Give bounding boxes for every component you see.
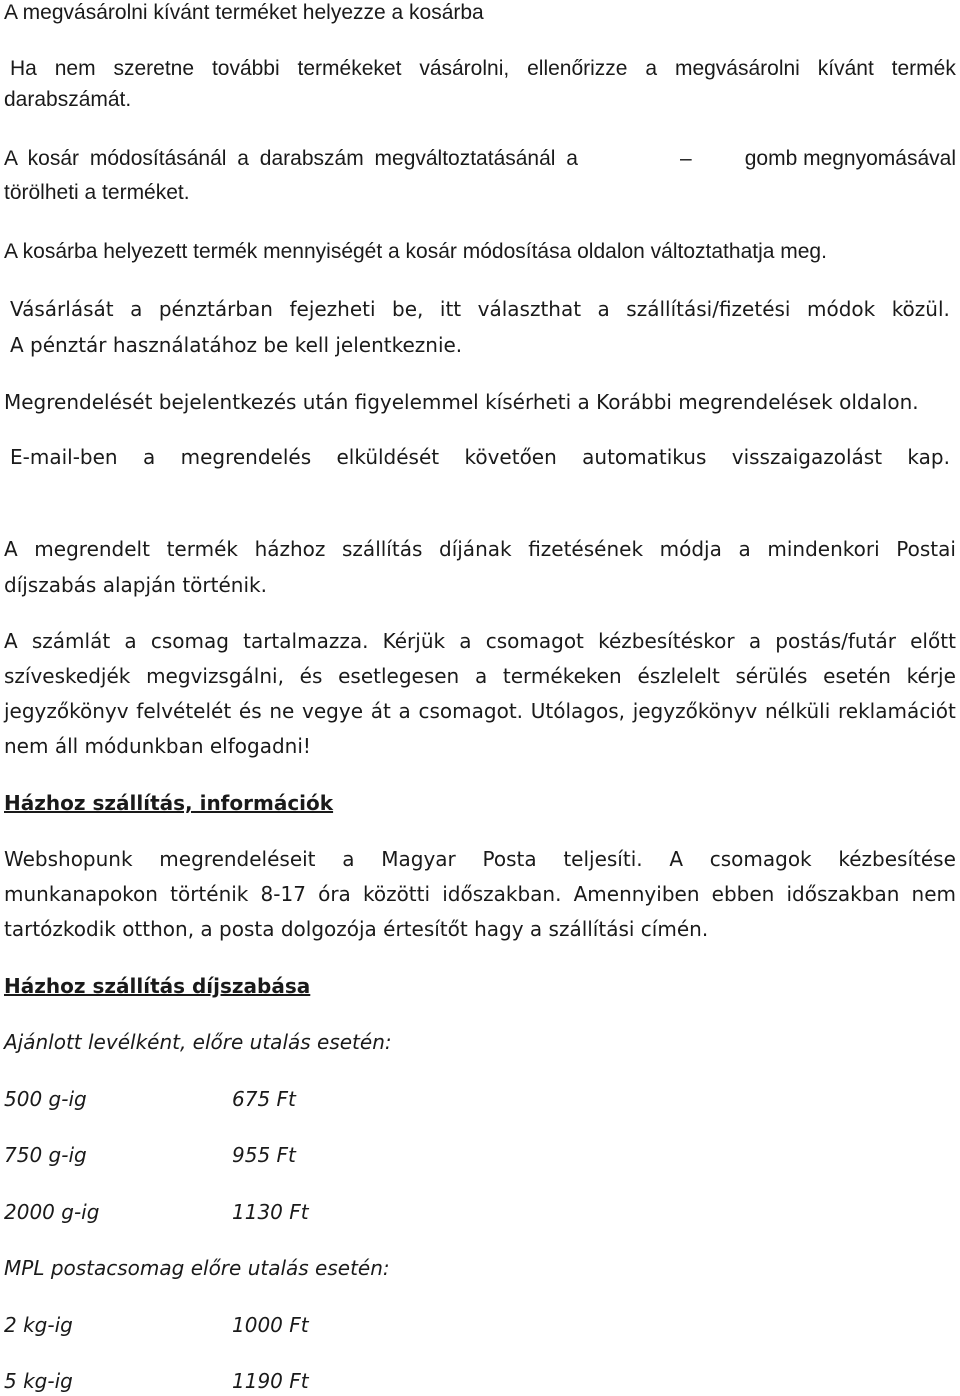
word: sérülés [735,664,808,688]
login-required-line: A pénztár használatához be kell jelentkeznie. [10,333,463,357]
word: a [130,297,143,321]
shipping-fee-line-end: díjszabás alapján történik. [4,573,267,597]
word: a [474,664,488,688]
word: a [342,847,355,871]
word: nem [54,57,96,80]
word: fejezheti [289,297,376,321]
check-quantity-line [10,56,956,82]
word: teljesíti. [563,847,643,871]
word: jegyzőkönyv [4,699,129,723]
word: automatikus [582,445,707,469]
price-amount: 1130 Ft [232,1200,309,1224]
word: Ha [10,57,37,80]
price-amount: 1000 Ft [232,1313,309,1337]
word: további [211,57,280,80]
word: tartalmazza. [243,629,369,653]
word: történik [170,882,249,906]
word: Utólagos, [530,699,625,723]
word: át [370,699,391,723]
word: itt [439,297,462,321]
word: 8-17 [260,882,306,906]
price-amount: 1190 Ft [232,1369,309,1393]
word: jegyzőkönyv [632,699,758,723]
word: és [299,664,323,688]
word: szállítási/fizetési [626,297,791,321]
word: termék [891,57,956,80]
word: kérje [906,664,956,688]
word: a [748,629,762,653]
word: módja [659,537,722,561]
word: csomagot [485,629,584,653]
word: a [459,629,472,653]
order-tracking-line: Megrendelését bejelentkezés után figyelemmel kísérheti a Korábbi megrendelések oldalon. [4,390,919,414]
word: Amennyiben [573,882,700,906]
word: A [669,847,684,871]
word: nélküli [764,699,831,723]
remove-product-text: A kosár módosításánál a darabszám megváltoztatásánál a [4,147,578,170]
intro-line: A megvásárolni kívánt terméket helyezze a kosárba [4,1,484,24]
price-weight: 750 g-ig [4,1143,87,1167]
word: díjának [439,537,512,561]
word: és [238,699,262,723]
word: postás/futár [775,629,896,653]
word: termékeken [502,664,622,688]
word: megrendelés [180,445,312,469]
word: A [4,537,18,561]
remove-product-line-end: törölheti a terméket. [4,181,190,204]
price-row [4,1086,296,1112]
word: megvizsgálni, [146,664,284,688]
word: közötti [362,882,431,906]
word: esetén [823,664,891,688]
word: kézbesítéskor [598,629,735,653]
word: a [645,57,658,80]
word: elküldését [336,445,440,469]
word: esetlegesen [338,664,460,688]
word: házhoz [254,537,326,561]
word: ne [269,699,295,723]
price-row [4,1199,309,1225]
word: reklamációt [837,699,956,723]
word: A [4,629,18,653]
word: követően [464,445,557,469]
delivery-info-line-1 [4,846,956,872]
word: megrendeléseit [159,847,316,871]
word: időszakban [786,882,900,906]
word: Magyar [381,847,456,871]
word: a [124,629,137,653]
word: munkanapokon [4,882,158,906]
word: kap. [907,445,950,469]
word: szállítás [342,537,423,561]
word: csomagot. [418,699,524,723]
word: mindenkori [767,537,880,561]
delivery-info-line-3: tartózkodik otthon, a posta dolgozója értesítőt hagy a szállítási címén. [4,917,709,941]
word: fizetésének [528,537,644,561]
word: vásárolni, [419,57,510,80]
price-weight: 2 kg-ig [4,1313,73,1337]
word: be, [392,297,424,321]
minus-sign: – [680,147,692,170]
word: észlelelt [637,664,720,688]
word: Postai [896,537,956,561]
letter-rates-subheading: Ajánlott levélként, előre utalás esetén: [4,1030,392,1054]
word: óra [318,882,351,906]
invoice-line-3 [4,698,956,724]
word: ellenőrizze [527,57,628,80]
word: pénztárban [158,297,273,321]
parcel-rates-subheading: MPL postacsomag előre utalás esetén: [4,1256,390,1280]
invoice-line-2 [4,663,956,689]
word: E-mail-ben [10,445,118,469]
check-quantity-line-end: darabszámát. [4,88,132,111]
word: vegye [302,699,364,723]
word: nem [911,882,956,906]
word: előtt [910,629,956,653]
price-amount: 675 Ft [232,1087,296,1111]
word: termékeket [297,57,402,80]
invoice-line-1 [4,628,956,654]
word: visszaigazolást [731,445,883,469]
word: csomagok [709,847,812,871]
price-weight: 5 kg-ig [4,1369,73,1393]
checkout-line [10,296,950,322]
word: csomag [150,629,229,653]
price-row [4,1142,296,1168]
word: módok [806,297,876,321]
price-weight: 500 g-ig [4,1087,87,1111]
word: kívánt [817,57,874,80]
word: megrendelt [34,537,150,561]
word: ebben [711,882,775,906]
section-heading-delivery-info: Házhoz szállítás, információk [4,791,334,815]
word: megvásárolni [674,57,800,80]
word: Vásárlását [10,297,114,321]
word: a [738,537,751,561]
word: számlát [31,629,111,653]
word: termék [166,537,238,561]
word: felvételét [136,699,232,723]
word: a [142,445,156,469]
invoice-line-4: nem áll módunkban elfogadni! [4,734,311,758]
remove-product-line [4,146,956,172]
section-heading-delivery-fees: Házhoz szállítás díjszabása [4,974,311,998]
word: Webshopunk [4,847,133,871]
word: időszakban. [442,882,562,906]
word: Posta [482,847,537,871]
shipping-fee-line [4,536,956,562]
word: választhat [477,297,582,321]
word: a [398,699,411,723]
word: közül. [891,297,950,321]
price-amount: 955 Ft [232,1143,296,1167]
word: Kérjük [382,629,446,653]
price-weight: 2000 g-ig [4,1200,100,1224]
word: szeretne [113,57,195,80]
word: kézbesítése [838,847,956,871]
word: a [597,297,610,321]
price-row [4,1312,309,1338]
delivery-info-line-2 [4,881,956,907]
price-row [4,1368,309,1394]
word: szíveskedjék [4,664,131,688]
change-quantity-line: A kosárba helyezett termék mennyiségét a kosár módosítása oldalon változtathatja meg. [4,240,827,263]
email-confirmation-line [10,444,950,470]
remove-product-button-text: gomb megnyomásával [744,147,956,170]
